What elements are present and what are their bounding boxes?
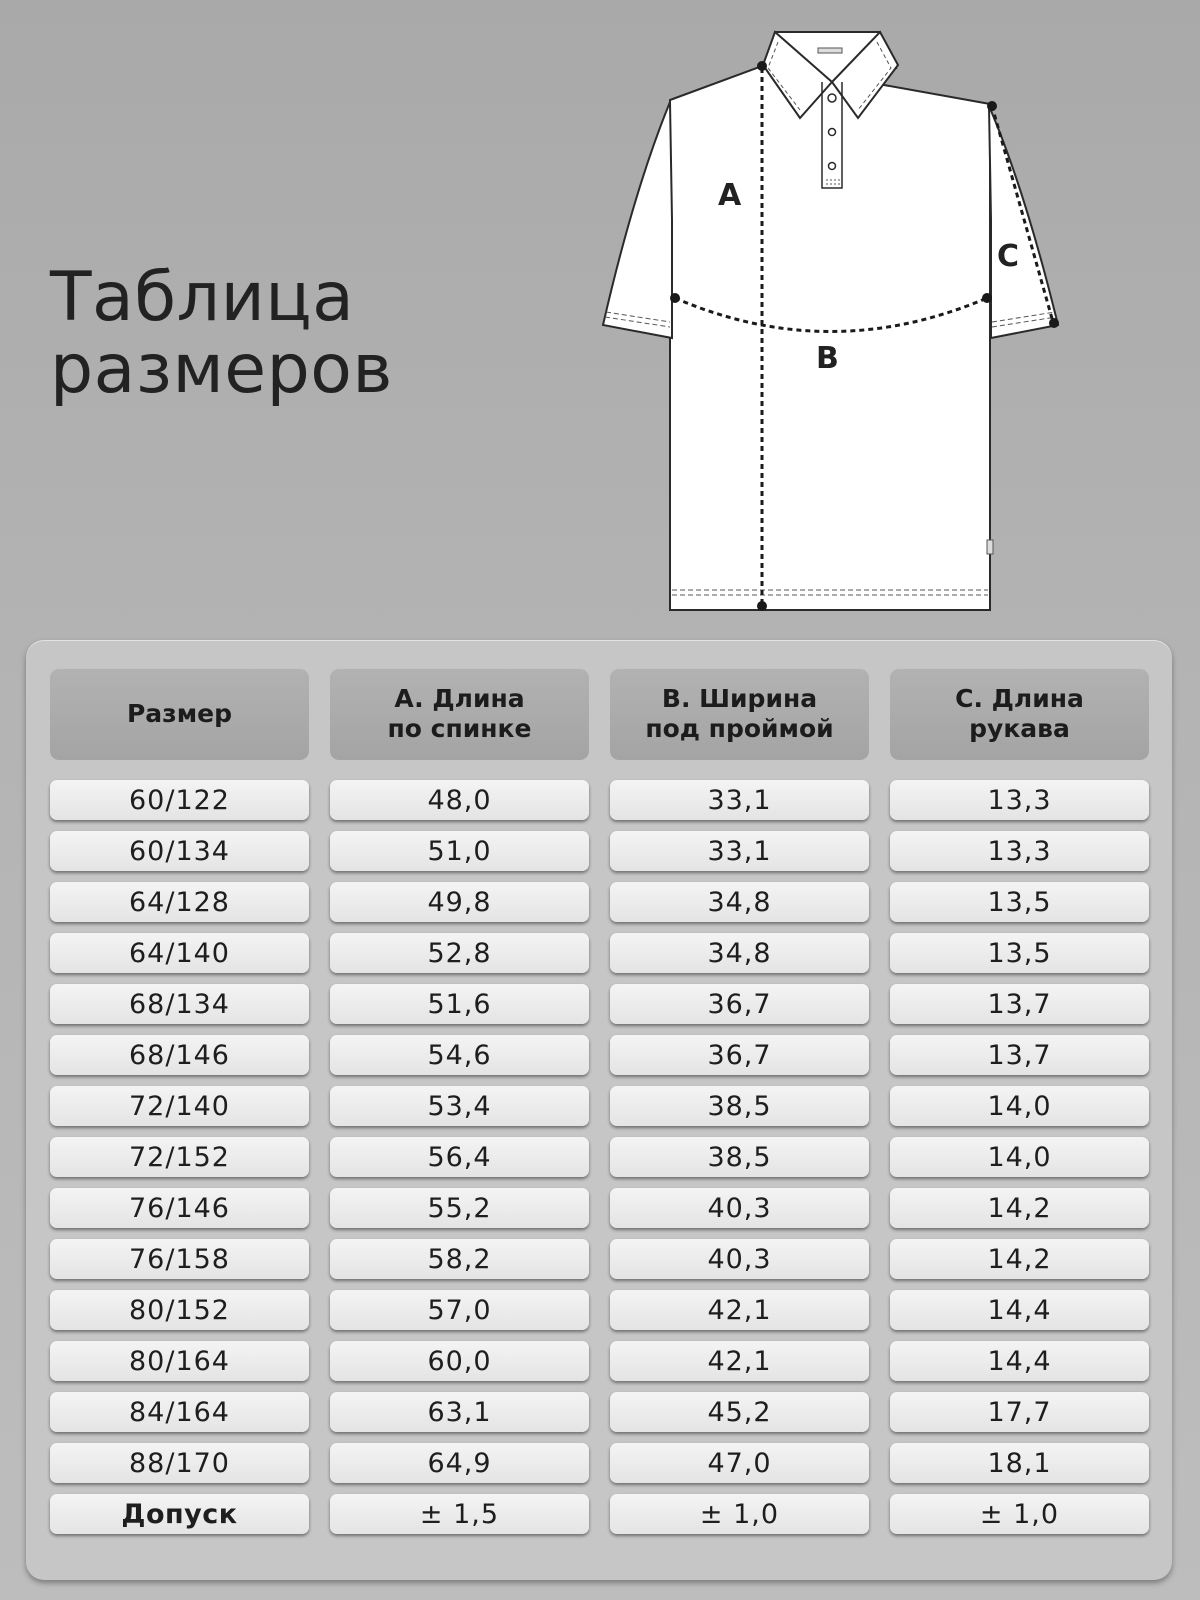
tolerance-row: [50, 1494, 1149, 1534]
cell-sleeve-length: 13,7: [890, 984, 1149, 1024]
cell-size: 60/122: [50, 780, 309, 820]
cell-back-length: 56,4: [330, 1137, 589, 1177]
cell-sleeve-length: 18,1: [890, 1443, 1149, 1483]
cell-sleeve-length: 14,4: [890, 1341, 1149, 1381]
table-row: [50, 1341, 1149, 1381]
cell-size: 80/164: [50, 1341, 309, 1381]
size-table-panel: [26, 640, 1172, 1580]
cell-sleeve-length: 13,7: [890, 1035, 1149, 1075]
measure-point: [1049, 318, 1059, 328]
cell-sleeve-length: 13,5: [890, 882, 1149, 922]
page-title-line-1: Таблица: [50, 258, 355, 337]
cell-chest-width: 34,8: [610, 933, 869, 973]
cell-back-length: 48,0: [330, 780, 589, 820]
cell-back-length: 64,9: [330, 1443, 589, 1483]
page-title: [50, 258, 570, 409]
cell-back-length: 60,0: [330, 1341, 589, 1381]
measure-point: [982, 293, 992, 303]
table-row: [50, 933, 1149, 973]
table-row: [50, 1137, 1149, 1177]
header-size: Размер: [50, 668, 309, 760]
cell-chest-width: 36,7: [610, 984, 869, 1024]
cell-sleeve-length: 14,0: [890, 1086, 1149, 1126]
header-sleeve-length: C. Длина рукава: [890, 668, 1149, 760]
cell-size: 80/152: [50, 1290, 309, 1330]
table-row: [50, 1086, 1149, 1126]
cell-sleeve-length: ± 1,0: [890, 1494, 1149, 1534]
cell-sleeve-length: 14,0: [890, 1137, 1149, 1177]
cell-sleeve-length: 13,3: [890, 831, 1149, 871]
page-title-line-2: размеров: [50, 330, 393, 409]
header-chest-width: B. Ширина под проймой: [610, 668, 869, 760]
measure-point: [757, 601, 767, 611]
cell-chest-width: 33,1: [610, 831, 869, 871]
size-table: [29, 668, 1170, 1534]
measure-label-a: A: [718, 178, 742, 213]
measure-point: [987, 101, 997, 111]
cell-chest-width: 47,0: [610, 1443, 869, 1483]
measure-point: [757, 61, 767, 71]
measure-point: [670, 293, 680, 303]
button: [829, 129, 836, 136]
cell-chest-width: 33,1: [610, 780, 869, 820]
button: [828, 94, 836, 102]
cell-sleeve-length: 14,2: [890, 1239, 1149, 1279]
measure-label-c: C: [997, 239, 1020, 274]
cell-size: 64/128: [50, 882, 309, 922]
header-back-length: A. Длина по спинке: [330, 668, 589, 760]
cell-size: 76/158: [50, 1239, 309, 1279]
cell-chest-width: 38,5: [610, 1086, 869, 1126]
shirt-left-sleeve: [603, 102, 672, 338]
cell-back-length: 51,6: [330, 984, 589, 1024]
cell-back-length: 63,1: [330, 1392, 589, 1432]
cell-back-length: 58,2: [330, 1239, 589, 1279]
cell-back-length: 49,8: [330, 882, 589, 922]
table-row: [50, 1443, 1149, 1483]
cell-sleeve-length: 14,4: [890, 1290, 1149, 1330]
table-row: [50, 780, 1149, 820]
cell-back-length: 52,8: [330, 933, 589, 973]
cell-size: 84/164: [50, 1392, 309, 1432]
cell-back-length: 53,4: [330, 1086, 589, 1126]
cell-back-length: 51,0: [330, 831, 589, 871]
cell-chest-width: 40,3: [610, 1188, 869, 1228]
table-row: [50, 1035, 1149, 1075]
cell-chest-width: 45,2: [610, 1392, 869, 1432]
polo-shirt-diagram: [600, 20, 1090, 630]
cell-size: 72/152: [50, 1137, 309, 1177]
cell-size: 64/140: [50, 933, 309, 973]
cell-chest-width: 38,5: [610, 1137, 869, 1177]
table-row: [50, 831, 1149, 871]
cell-size: 60/134: [50, 831, 309, 871]
cell-size: 76/146: [50, 1188, 309, 1228]
cell-chest-width: 40,3: [610, 1239, 869, 1279]
cell-sleeve-length: 13,5: [890, 933, 1149, 973]
cell-size: Допуск: [50, 1494, 309, 1534]
table-row: [50, 984, 1149, 1024]
polo-shirt-drawing: [600, 20, 1090, 630]
cell-sleeve-length: 14,2: [890, 1188, 1149, 1228]
cell-size: 68/134: [50, 984, 309, 1024]
cell-size: 88/170: [50, 1443, 309, 1483]
cell-back-length: ± 1,5: [330, 1494, 589, 1534]
cell-chest-width: 42,1: [610, 1341, 869, 1381]
table-row: [50, 882, 1149, 922]
cell-back-length: 54,6: [330, 1035, 589, 1075]
measure-label-b: B: [816, 341, 839, 376]
table-row: [50, 1392, 1149, 1432]
cell-back-length: 55,2: [330, 1188, 589, 1228]
cell-chest-width: ± 1,0: [610, 1494, 869, 1534]
cell-sleeve-length: 13,3: [890, 780, 1149, 820]
cell-chest-width: 36,7: [610, 1035, 869, 1075]
button: [829, 163, 836, 170]
cell-sleeve-length: 17,7: [890, 1392, 1149, 1432]
cell-chest-width: 34,8: [610, 882, 869, 922]
table-row: [50, 1290, 1149, 1330]
size-table-header-row: [50, 668, 1149, 760]
cell-size: 72/140: [50, 1086, 309, 1126]
size-table-body: [50, 760, 1149, 1534]
cell-back-length: 57,0: [330, 1290, 589, 1330]
cell-size: 68/146: [50, 1035, 309, 1075]
table-row: [50, 1188, 1149, 1228]
cell-chest-width: 42,1: [610, 1290, 869, 1330]
table-row: [50, 1239, 1149, 1279]
shirt-body: [670, 65, 990, 610]
